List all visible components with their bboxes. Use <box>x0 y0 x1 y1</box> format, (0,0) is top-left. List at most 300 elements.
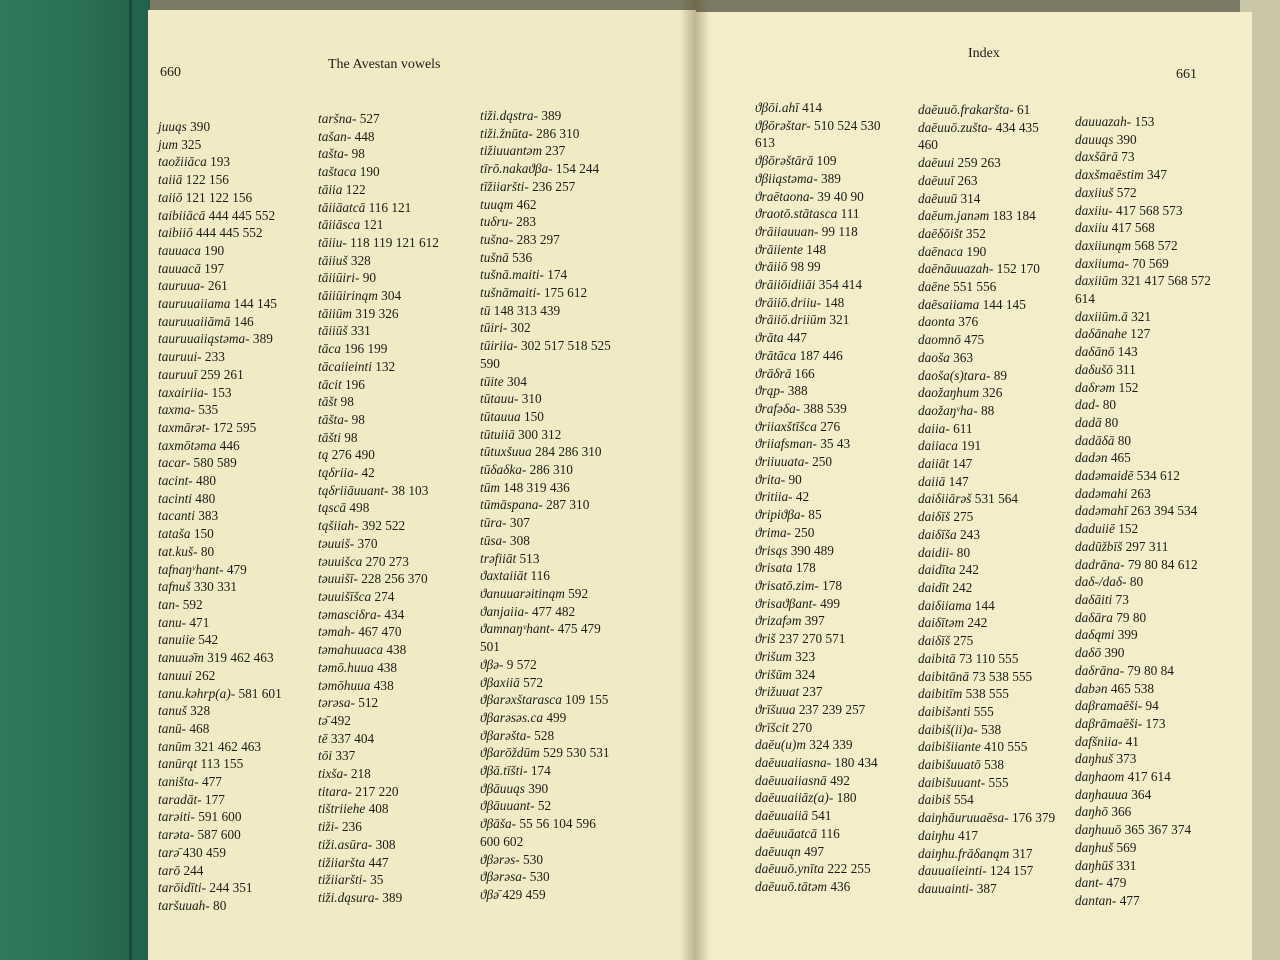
index-entry <box>1075 131 1211 149</box>
index-entry <box>1075 857 1211 875</box>
entry-headword: daēnaca <box>918 243 964 259</box>
index-entry <box>755 825 881 843</box>
index-entry <box>755 188 881 206</box>
entry-page-refs: 237 <box>799 684 823 700</box>
index-entry <box>1075 432 1211 450</box>
entry-headword: ϑrīšuua <box>755 701 796 717</box>
entry-page-refs: 79 80 84 612 <box>1124 556 1198 572</box>
index-entry <box>1075 591 1211 609</box>
entry-headword: dadəmahi <box>1075 485 1128 501</box>
entry-headword: tištriiehe <box>318 801 366 817</box>
entry-headword: daiδīš <box>918 633 951 649</box>
index-entry <box>158 224 282 242</box>
entry-page-refs: 436 <box>827 878 851 894</box>
entry-page-refs: 527 <box>356 111 380 126</box>
entry-page-refs: 41 <box>1122 733 1139 749</box>
entry-page-refs: 98 99 <box>787 259 821 275</box>
index-entry <box>755 789 881 807</box>
entry-headword: ϑrāiiō.driiūm <box>755 312 827 328</box>
index-entry <box>1075 502 1211 520</box>
index-entry <box>755 524 881 542</box>
entry-headword: tafnuš <box>158 579 191 595</box>
index-entry <box>318 234 439 252</box>
index-entry <box>1075 202 1211 220</box>
entry-headword: tušna- <box>480 231 514 247</box>
index-column-left-1 <box>158 118 282 915</box>
entry-headword: ϑriš <box>755 631 776 647</box>
entry-page-refs: 233 <box>201 349 225 365</box>
index-entry <box>158 295 282 313</box>
index-entry <box>755 666 881 684</box>
entry-headword: daēu(u)m <box>755 737 806 753</box>
entry-headword: təmah- <box>318 624 355 640</box>
entry-headword: dadəmahī <box>1075 503 1128 519</box>
entry-page-refs: 196 <box>341 376 365 392</box>
entry-page-refs: 304 <box>377 288 402 304</box>
entry-page-refs: 9 572 <box>503 656 537 672</box>
entry-headword: tanu- <box>158 614 187 630</box>
index-entry <box>158 348 282 366</box>
index-entry <box>755 648 881 666</box>
index-entry <box>918 880 1055 898</box>
index-entry <box>480 851 611 869</box>
entry-headword: daiδīš <box>918 509 951 525</box>
entry-headword: ϑamnaŋᵛhant- <box>480 621 555 637</box>
index-entry <box>318 110 439 128</box>
entry-headword: ϑβōi.ahī <box>755 100 799 115</box>
entry-page-refs: 399 <box>1114 627 1138 643</box>
index-entry <box>918 756 1055 774</box>
entry-page-refs: 175 612 <box>540 285 588 301</box>
index-entry <box>480 142 611 160</box>
index-entry <box>918 437 1055 455</box>
entry-headword: daxiiuš <box>1075 184 1114 200</box>
index-entry <box>158 437 282 455</box>
index-entry <box>158 755 282 773</box>
index-entry <box>480 762 611 780</box>
index-entry <box>918 632 1055 650</box>
entry-headword: daibišuuatō <box>918 757 981 773</box>
entry-page-refs: 477 482 <box>528 603 576 619</box>
entry-page-refs: 337 <box>332 748 356 764</box>
entry-page-refs: 111 <box>837 206 860 222</box>
entry-headword: taxmārət- <box>158 419 210 435</box>
entry-page-refs: 284 286 310 <box>531 444 602 460</box>
entry-headword: daδušō <box>1075 361 1113 377</box>
index-entry <box>480 443 611 461</box>
index-entry <box>755 595 881 613</box>
entry-page-refs: 417 568 <box>1108 220 1155 236</box>
index-entry <box>480 196 611 214</box>
entry-page-refs: 389 <box>378 889 403 905</box>
entry-headword: daxiiūm.ā <box>1075 308 1128 324</box>
entry-page-refs: 262 <box>191 667 216 683</box>
entry-headword: tāiiu- <box>318 234 347 250</box>
entry-headword: ϑrāta <box>755 330 784 346</box>
entry-page-refs: 592 <box>179 596 203 612</box>
index-entry <box>918 101 1055 119</box>
entry-page-refs: 471 <box>186 614 210 630</box>
entry-page-refs: 326 <box>979 385 1003 401</box>
entry-page-refs: 477 <box>198 774 222 790</box>
entry-headword: ϑβāša- <box>480 816 517 832</box>
index-entry <box>1075 609 1211 627</box>
index-entry <box>918 490 1055 508</box>
entry-page-refs: 324 339 <box>805 737 853 753</box>
index-entry <box>1075 361 1211 379</box>
entry-page-refs: 388 <box>784 383 808 399</box>
entry-headword: dadən <box>1075 450 1108 466</box>
index-entry <box>480 567 611 585</box>
entry-headword: daŋhuš <box>1075 839 1114 855</box>
entry-page-refs: 498 <box>346 500 370 516</box>
index-entry <box>918 278 1055 296</box>
entry-page-refs: 479 <box>1103 875 1127 891</box>
entry-headword: daiδītəm <box>918 615 965 631</box>
entry-headword: daidīta <box>918 562 956 578</box>
entry-page-refs: 390 <box>524 780 549 796</box>
entry-headword: təmasciδra- <box>318 606 382 622</box>
entry-headword: daiiā <box>918 473 946 489</box>
index-entry <box>480 496 611 514</box>
entry-page-refs: 35 <box>366 872 384 888</box>
index-entry <box>755 701 881 719</box>
index-entry <box>480 815 611 833</box>
entry-page-refs: 555 <box>970 703 994 719</box>
index-entry <box>1075 680 1211 698</box>
entry-headword: daēuuō.frakaršta- <box>918 102 1014 117</box>
entry-page-refs: 79 80 <box>1112 609 1147 625</box>
entry-headword: titara- <box>318 783 352 799</box>
entry-page-refs: 150 <box>520 408 544 424</box>
index-entry <box>918 136 1055 154</box>
entry-page-refs: 311 <box>1112 361 1136 377</box>
entry-page-refs: 147 <box>949 456 973 472</box>
entry-page-refs: 366 <box>1108 804 1132 820</box>
index-entry <box>1075 662 1211 680</box>
index-entry <box>480 302 611 320</box>
entry-headword: tūm <box>480 479 500 495</box>
entry-page-refs: 513 <box>516 550 540 566</box>
entry-headword: təmō.huua <box>318 659 374 675</box>
index-entry <box>158 189 282 207</box>
entry-page-refs: 417 614 <box>1124 769 1171 785</box>
entry-headword: ϑrąp- <box>755 383 785 399</box>
entry-headword: ϑrišum <box>755 648 792 664</box>
entry-headword: taršna- <box>318 111 357 126</box>
index-entry <box>158 454 282 472</box>
entry-page-refs: 283 297 <box>513 231 560 247</box>
index-entry <box>755 365 881 383</box>
index-entry <box>1075 396 1211 414</box>
index-entry <box>318 446 439 464</box>
entry-headword: daēum.janəm <box>918 208 990 224</box>
index-entry <box>1075 750 1211 768</box>
entry-page-refs: 321 417 568 572 <box>1117 273 1211 289</box>
entry-headword: dadrāna- <box>1075 556 1125 572</box>
index-entry <box>158 897 282 915</box>
entry-headword: təuuišī- <box>318 571 358 587</box>
entry-page-refs: 98 <box>348 411 365 427</box>
entry-headword: ϑβarōždūm <box>480 745 540 761</box>
index-entry <box>158 136 282 154</box>
entry-headword: daožaŋhum <box>918 385 980 401</box>
entry-headword: tōi <box>318 748 333 764</box>
entry-page-refs: 99 118 <box>818 223 858 239</box>
entry-headword: daēuuaiiā <box>755 808 809 824</box>
entry-headword: daidīt <box>918 579 950 595</box>
index-entry <box>158 171 282 189</box>
entry-page-refs: 228 256 370 <box>357 571 428 587</box>
entry-page-refs: 475 479 <box>554 621 601 637</box>
index-entry <box>318 145 439 163</box>
entry-headword: tat.kuš- <box>158 543 198 559</box>
index-entry <box>755 683 881 701</box>
entry-headword: tūtauu- <box>480 391 519 407</box>
index-entry <box>158 862 282 880</box>
entry-page-refs: 286 310 <box>526 462 573 478</box>
entry-headword: tū <box>480 302 491 318</box>
entry-page-refs: 600 602 <box>480 833 524 849</box>
entry-page-refs: 572 <box>1113 184 1137 200</box>
index-column-right-1 <box>755 99 881 896</box>
entry-headword: ϑrisatō.zim- <box>755 577 819 593</box>
entry-headword: daiiaca <box>918 438 958 454</box>
index-entry <box>755 559 881 577</box>
entry-headword: ϑrisata <box>755 560 793 576</box>
entry-page-refs: 166 <box>791 365 815 381</box>
entry-page-refs: 259 263 <box>954 155 1001 171</box>
entry-headword: daiŋhu.frāδanąm <box>918 845 1010 861</box>
entry-page-refs: 480 <box>191 490 216 506</box>
entry-headword: tanuš <box>158 703 187 719</box>
entry-headword: tāiiāatcā <box>318 199 366 215</box>
index-entry <box>755 258 881 276</box>
entry-headword: tašta- <box>318 146 349 162</box>
entry-headword: taradāt- <box>158 791 202 807</box>
entry-headword: daŋhō <box>1075 804 1109 820</box>
entry-headword: taibiiācā <box>158 207 206 223</box>
entry-page-refs: 363 <box>949 349 974 365</box>
entry-page-refs: 244 351 <box>206 880 253 896</box>
entry-page-refs: 499 <box>543 709 567 725</box>
entry-page-refs: 304 <box>503 373 527 389</box>
entry-page-refs: 146 <box>230 313 254 329</box>
right-running-title: Index <box>968 46 1000 61</box>
entry-headword: tušnā <box>480 249 509 265</box>
entry-page-refs: 392 522 <box>358 518 406 534</box>
entry-headword: ϑβāuuant- <box>480 798 535 814</box>
index-entry <box>158 578 282 596</box>
entry-headword: tācaiieinti <box>318 358 372 374</box>
entry-headword: daēδōišt <box>918 225 963 241</box>
entry-headword: daēuuū <box>918 190 958 206</box>
entry-headword: daēsaiiama <box>918 296 980 312</box>
index-entry <box>755 630 881 648</box>
index-entry <box>755 471 881 489</box>
index-entry <box>158 844 282 862</box>
entry-page-refs: 242 <box>955 562 979 578</box>
index-entry <box>480 249 611 267</box>
entry-headword: ϑrizafəm <box>755 613 802 629</box>
entry-headword: tāca <box>318 341 341 357</box>
entry-page-refs: 176 379 <box>1008 810 1056 826</box>
index-entry <box>1075 538 1211 556</box>
entry-headword: ϑβərəs- <box>480 851 520 867</box>
entry-page-refs: 35 43 <box>816 436 851 452</box>
entry-page-refs: 250 <box>808 454 833 470</box>
index-entry <box>318 305 439 323</box>
index-column-right-2 <box>918 101 1055 898</box>
index-entry <box>755 152 881 170</box>
index-entry <box>480 178 611 196</box>
index-entry <box>318 730 439 748</box>
entry-page-refs: 354 414 <box>815 277 863 293</box>
index-entry <box>1075 626 1211 644</box>
entry-page-refs: 174 <box>527 763 551 779</box>
entry-headword: tīžiiaršti- <box>480 178 529 194</box>
index-entry <box>755 276 881 294</box>
entry-headword: ϑrafəδa- <box>755 400 801 416</box>
index-entry <box>918 614 1055 632</box>
entry-headword: tūtuxšuua <box>480 444 532 460</box>
entry-page-refs: 492 <box>327 712 351 728</box>
index-entry <box>918 685 1055 703</box>
entry-page-refs: 331 <box>347 323 371 339</box>
entry-headword: daoša <box>918 349 950 365</box>
entry-headword: daδąmi <box>1075 627 1115 643</box>
entry-headword: daēuuaiiasna- <box>755 755 832 771</box>
index-entry <box>158 419 282 437</box>
entry-page-refs: 581 601 <box>235 685 282 701</box>
entry-headword: daδ-/daδ- <box>1075 574 1127 590</box>
entry-headword: ϑriiafsman- <box>755 436 817 452</box>
entry-headword: daibišuuant- <box>918 774 986 790</box>
entry-headword: tāiiūiri- <box>318 270 360 286</box>
entry-headword: dant- <box>1075 875 1104 891</box>
entry-headword: ϑrišūm <box>755 666 792 682</box>
index-entry <box>480 514 611 532</box>
index-entry <box>480 656 611 674</box>
index-entry <box>158 685 282 703</box>
index-entry <box>1075 485 1211 503</box>
index-column-left-3 <box>480 107 611 904</box>
entry-page-refs: 38 103 <box>388 482 429 498</box>
entry-page-refs: 173 <box>1142 715 1166 731</box>
index-entry <box>480 603 611 621</box>
entry-page-refs: 536 <box>508 249 533 265</box>
entry-page-refs: 370 <box>354 535 378 551</box>
entry-page-refs: 263 394 534 <box>1127 503 1198 519</box>
index-entry <box>318 181 439 199</box>
entry-page-refs: 152 <box>1114 521 1139 537</box>
entry-headword: daibiš <box>918 792 951 808</box>
index-entry <box>755 170 881 188</box>
entry-page-refs: 390 <box>186 119 211 134</box>
index-entry <box>318 393 439 411</box>
index-entry <box>918 809 1055 827</box>
entry-headword: tauruuaiiama <box>158 296 231 312</box>
entry-headword: daēnāuuazah- <box>918 261 994 277</box>
entry-headword: daonta <box>918 314 955 330</box>
index-entry <box>1075 768 1211 786</box>
entry-headword: daoša(s)tara- <box>918 367 991 383</box>
entry-page-refs: 438 <box>370 677 394 693</box>
index-entry <box>755 400 881 418</box>
entry-headword: tiži.asūra- <box>318 836 373 852</box>
entry-headword: daδrāna- <box>1075 662 1125 678</box>
index-entry <box>1075 414 1211 432</box>
entry-page-refs: 237 270 571 <box>775 631 846 647</box>
entry-page-refs: 480 <box>192 473 216 489</box>
entry-page-refs: 321 <box>826 312 850 328</box>
entry-page-refs: 308 <box>372 836 396 852</box>
book-gutter <box>680 0 710 960</box>
entry-page-refs: 113 155 <box>197 756 244 772</box>
index-entry <box>1075 892 1211 910</box>
entry-page-refs: 116 <box>527 568 550 584</box>
index-entry <box>918 260 1055 278</box>
entry-page-refs: 373 <box>1113 751 1137 767</box>
index-entry <box>918 597 1055 615</box>
index-entry <box>1075 343 1211 361</box>
entry-page-refs: 325 <box>177 136 202 152</box>
book-cover-left <box>0 0 150 960</box>
entry-page-refs: 148 <box>821 294 845 310</box>
entry-page-refs: 85 <box>804 507 822 523</box>
entry-headword: daδāra <box>1075 609 1113 625</box>
entry-page-refs: 193 <box>206 154 231 170</box>
index-entry <box>158 826 282 844</box>
entry-page-refs: 127 <box>1126 326 1151 342</box>
entry-headword: tərəsa- <box>318 695 355 711</box>
index-entry <box>1075 148 1211 166</box>
entry-page-refs: 90 <box>359 270 376 286</box>
entry-page-refs: 417 568 573 <box>1112 202 1183 218</box>
entry-page-refs: 383 <box>194 508 219 524</box>
entry-page-refs: 237 <box>542 143 566 159</box>
entry-headword: ϑβarəsəs.ca <box>480 709 543 725</box>
index-entry <box>480 691 611 709</box>
entry-headword: tacanti <box>158 508 195 524</box>
index-entry <box>158 702 282 720</box>
entry-page-refs: 331 <box>1113 857 1137 873</box>
entry-headword: taxma- <box>158 402 195 418</box>
entry-page-refs: 187 446 <box>796 347 843 363</box>
index-entry <box>318 553 439 571</box>
index-entry <box>318 871 439 889</box>
entry-page-refs: 397 <box>801 613 825 629</box>
index-entry <box>480 125 611 143</box>
entry-headword: daēuuāatcā <box>755 825 818 841</box>
index-entry <box>1075 786 1211 804</box>
index-entry <box>918 367 1055 385</box>
index-entry <box>918 349 1055 367</box>
index-entry <box>755 807 881 825</box>
entry-headword: daδrəm <box>1075 379 1116 395</box>
index-entry <box>918 650 1055 668</box>
index-entry <box>480 213 611 231</box>
entry-headword: daxiiuma- <box>1075 255 1129 271</box>
index-entry <box>318 163 439 181</box>
entry-page-refs: 197 <box>200 260 225 276</box>
index-entry <box>158 401 282 419</box>
entry-headword: daxšārā <box>1075 149 1118 165</box>
entry-page-refs: 347 <box>1143 167 1167 183</box>
index-entry <box>918 862 1055 880</box>
index-entry <box>480 160 611 178</box>
entry-page-refs: 121 <box>360 217 384 233</box>
